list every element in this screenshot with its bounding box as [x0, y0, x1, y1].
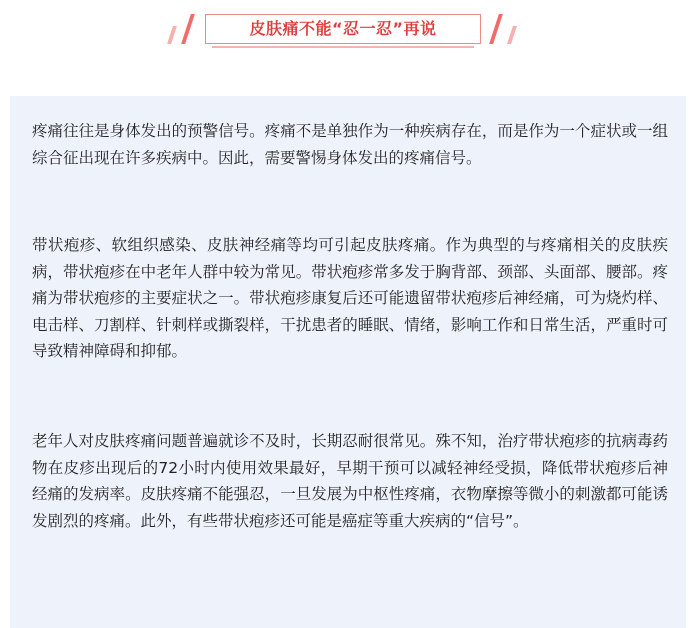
article-header: [0, 0, 692, 70]
paragraph-3: 老年人对皮肤疼痛问题普遍就诊不及时，长期忍耐很常见。殊不知，治疗带状疱疹的抗病毒药物在皮疹出现后的72小时内使用效果最好，早期干预可以减轻神经受损，降低带状疱疹后神经痛的发病率。皮肤疼痛不能强忍，一旦发展为中枢性疼痛，衣物摩擦等微小的刺激都可能诱发剧烈的疼痛。此外，有些带状疱疹还可能是癌症等重大疾病的“信号”。: [32, 432, 668, 530]
decor-slash-right-inner: [489, 14, 503, 44]
paragraph-2: 带状疱疹、软组织感染、皮肤神经痛等均可引起皮肤疼痛。作为典型的与疼痛相关的皮肤疾病，带状疱疹在中老年人群中较为常见。带状疱疹常多发于胸背部、颈部、头面部、腰部。疼痛为带状疱疹的主要症状之一。带状疱疹康复后还可能遗留带状疱疹后神经痛，可为烧灼样、电击样、刀割样、针刺样或撕裂样，干扰患者的睡眠、情绪，影响工作和日常生活，严重时可导致精神障碍和抑郁。: [32, 236, 668, 360]
page-title: 皮肤痛不能“忍一忍”再说: [249, 19, 437, 38]
decor-slash-left-inner: [181, 14, 195, 44]
title-frame: [205, 14, 481, 44]
decor-slash-right-outer: [507, 26, 517, 44]
article-body: [10, 96, 686, 628]
paragraph-1: 疼痛往往是身体发出的预警信号。疼痛不是单独作为一种疾病存在，而是作为一个症状或一组综合征出现在许多疾病中。因此，需要警惕身体发出的疼痛信号。: [32, 122, 668, 167]
decor-slash-left-outer: [167, 26, 177, 44]
